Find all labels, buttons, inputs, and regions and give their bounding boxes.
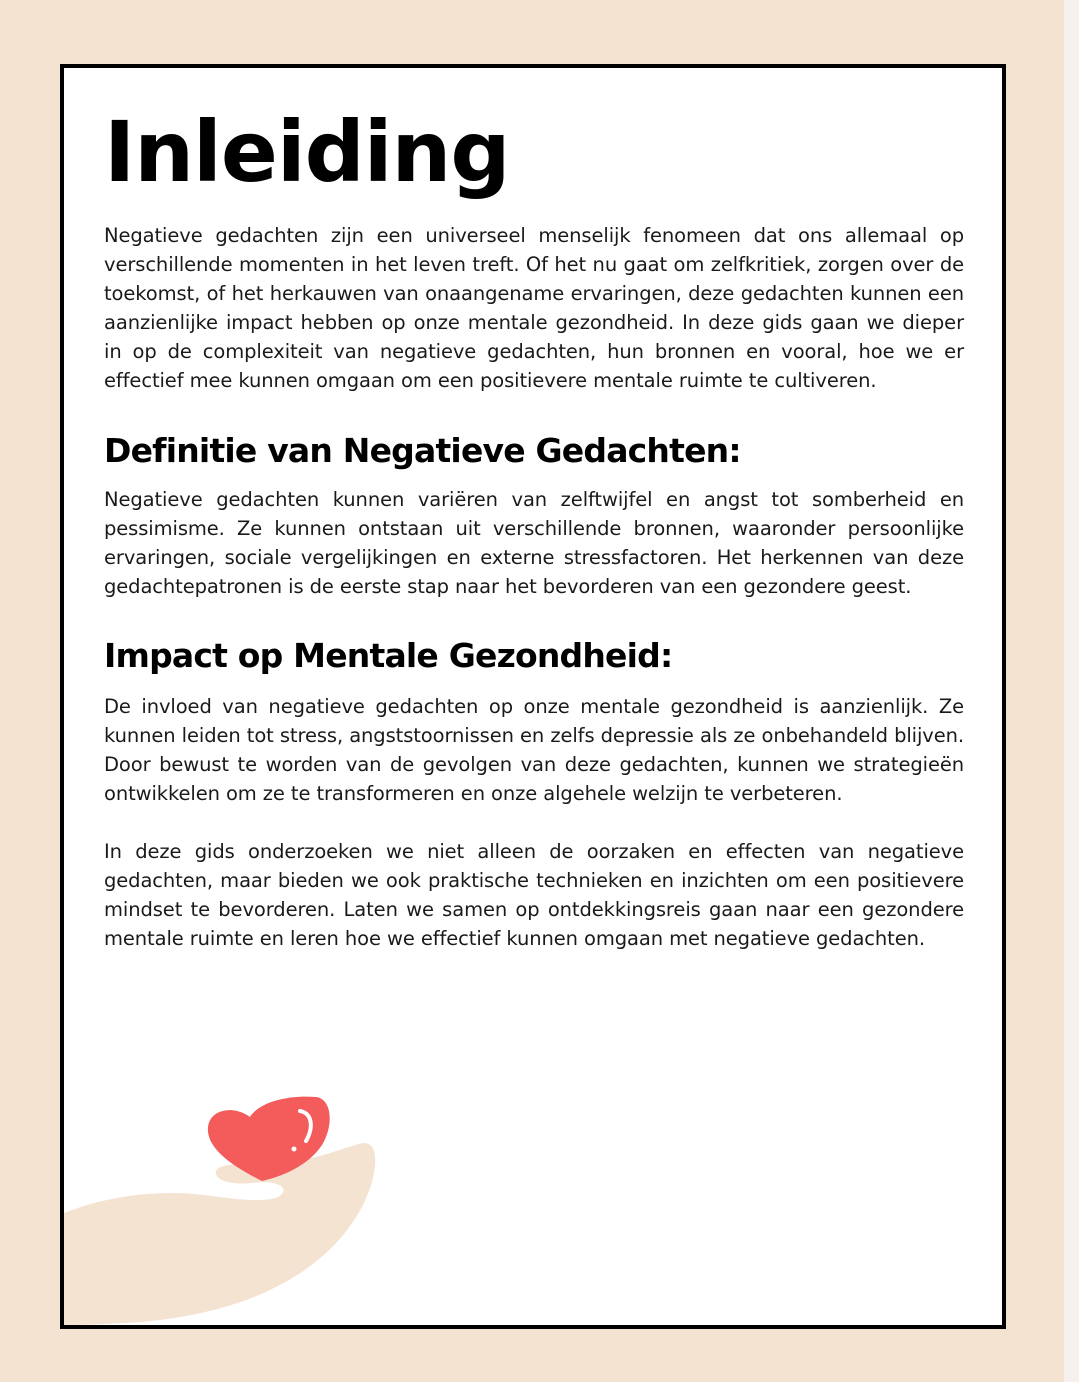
background-strip — [1064, 0, 1079, 1382]
intro-paragraph: Negatieve gedachten zijn een universeel menselijk fenomeen dat ons allemaal op verschillende momenten in het leven treft. Of het nu gaat om zelfkritiek, zorgen over de toekomst, of het herkauwen van onaangename ervaringen, deze gedachten kunnen een aanzienlijke impact hebben op onze mentale gezondheid. In deze gids gaan we dieper in op de complexiteit van negatieve gedachten, hun bronnen en vooral, hoe we er effectief mee kunnen omgaan om een positievere mentale ruimte te cultiveren. — [104, 224, 964, 392]
hand-icon — [64, 1143, 375, 1325]
page-title: Inleiding — [104, 103, 510, 201]
page-content — [104, 102, 964, 953]
section-body-impact: De invloed van negatieve gedachten op onze mentale gezondheid is aanzienlijk. Ze kunnen leiden tot stress, angststoornissen en zelfs depressie als ze onbehandeld blijven. Door bewust te worden van de gevolgen van deze gedachten, kunnen we strategieën ontwikkelen om ze te transformeren en onze algehele welzijn te verbeteren. — [104, 695, 964, 805]
document-page — [60, 64, 1006, 1329]
section-heading-definition: Definitie van Negatieve Gedachten: — [104, 431, 741, 470]
closing-paragraph: In deze gids onderzoeken we niet alleen de oorzaken en effecten van negatieve gedachten, maar bieden we ook praktische technieken en inzichten om een positievere mindset te bevorderen. Laten we samen op ontdekkingsreis gaan naar een gezondere mentale ruimte en leren hoe we effectief kunnen omgaan met negatieve gedachten. — [104, 840, 964, 950]
heart-in-hand-illustration — [64, 1085, 384, 1325]
section-body-definition: Negatieve gedachten kunnen variëren van zelftwijfel en angst tot somberheid en pessimisme. Ze kunnen ontstaan uit verschillende bronnen, waaronder persoonlijke ervaringen, sociale vergelijkingen en externe stressfactoren. Het herkennen van deze gedachtepatronen is de eerste stap naar het bevorderen van een gezondere geest. — [104, 488, 964, 598]
section-heading-impact: Impact op Mentale Gezondheid: — [104, 636, 673, 675]
